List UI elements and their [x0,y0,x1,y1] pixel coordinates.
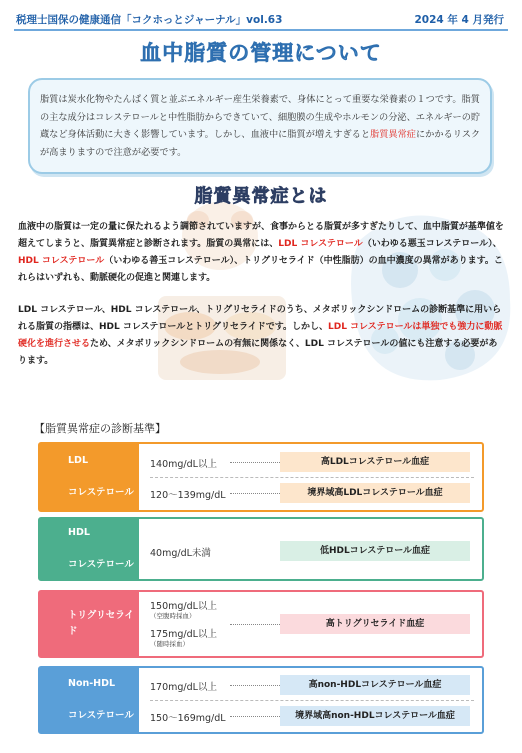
criteria-card-triglyceride [38,590,484,658]
criteria-card-ldl [38,442,484,512]
leader-dots [230,493,280,494]
threshold-value [150,598,217,621]
intro-highlight: 脂質異常症 [370,129,416,140]
section-title: 脂質異常症とは [194,186,328,207]
intro-text-part2: にかかるリスクが高まりますので注意が必要です。 [40,129,481,158]
row-divider [150,700,474,701]
category-line-1: トリグリセライド [68,610,134,637]
newsletter-name: 税理士国保の健康通信「コクホっとジャーナル」vol.63 [16,14,283,26]
category-line-2: コレステロール [68,710,134,721]
criteria-card-non-hdl [38,666,484,734]
diagnosis-result: 低HDLコレステロール血症 [280,541,470,561]
header [12,12,510,30]
page-title: 血中脂質の管理について [140,41,382,65]
category-line-2: コレステロール [68,559,134,570]
threshold-value: 140mg/dL以上 [150,459,217,470]
threshold-text: 150mg/dL以上 [150,601,217,612]
criteria-title: 【脂質異常症の診断基準】 [34,422,166,435]
threshold-text: 175mg/dL以上 [150,629,217,640]
para2-text-a: LDL コレステロール、HDL コレステロール、トリグリセライドのうち、メタボリックシンドロームの診断基準に用いられる脂質の指標は、HDL コレステロールとトリグリセライドです。しかし、 [18,305,502,332]
ldl-highlight: LDL コレステロール [278,239,363,249]
criteria-card-hdl [38,517,484,581]
leader-dots [230,716,280,717]
para1-text-b: （いわゆる悪玉コレステロール）、 [362,239,502,249]
category-label [40,519,139,579]
row-divider [150,477,474,478]
category-label [40,592,139,656]
intro-box [28,78,492,174]
diagnosis-result: 高non-HDLコレステロール血症 [280,675,470,695]
leader-dots [230,685,280,686]
sampling-note: （随時採血） [150,640,189,648]
category-line-1: Non-HDL [68,678,116,689]
diagnosis-result: 高トリグリセライド血症 [280,614,470,634]
category-label [40,444,139,510]
category-label [40,668,139,732]
sampling-note: （空腹時採血） [150,612,196,620]
diagnosis-result: 境界域高LDLコレステロール血症 [280,483,470,503]
paragraph-1 [18,219,504,287]
paragraph-2 [18,302,504,370]
leader-dots [230,462,280,463]
diagnosis-result: 境界域高non-HDLコレステロール血症 [280,706,470,726]
category-line-1: HDL [68,527,90,538]
intro-text-part1: 脂質は炭水化物やたんぱく質と並ぶエネルギー産生栄養素で、身体にとって重要な栄養素の１つです。脂質の主な成分はコレステロールと中性脂肪からできていて、細胞膜の生成やホルモンの分泌、エネルギーの貯蔵など身体活動に大きく影響しています。しかし、血液中に脂質が増えすぎると [40,94,481,140]
category-line-2: コレステロール [68,487,134,498]
threshold-value: 150～169mg/dL [150,713,226,724]
para2-highlight: LDL コレステロールは単独でも強力に動脈硬化を進行させる [18,322,503,349]
para2-text-b: ため、メタボリックシンドロームの有無に関係なく、LDL コレステロールの値にも注意する必要があります。 [18,339,498,366]
intro-text [40,91,486,161]
hdl-highlight: HDL コレステロール [18,256,105,266]
threshold-value: 40mg/dL未満 [150,548,211,559]
threshold-value [150,626,217,649]
para1-text-a: 血液中の脂質は一定の量に保たれるよう調節されていますが、食事からとる脂質が多すぎたりして、血中脂質が基準値を超えてしまうと、脂質異常症と診断されます。脂質の異常には、 [18,222,504,249]
leader-dots [230,624,280,625]
diagnosis-result: 高LDLコレステロール血症 [280,452,470,472]
threshold-value: 120～139mg/dL [150,490,226,501]
issue-date: 2024 年 4 月発行 [414,14,504,26]
category-line-1: LDL [68,455,88,466]
para1-text-c: （いわゆる善玉コレステロール）、トリグリセライド（中性脂肪）の血中濃度の異常があります。これらはいずれも、動脈硬化の促進と関連します。 [18,256,503,283]
header-divider [14,29,508,31]
threshold-value: 170mg/dL以上 [150,682,217,693]
